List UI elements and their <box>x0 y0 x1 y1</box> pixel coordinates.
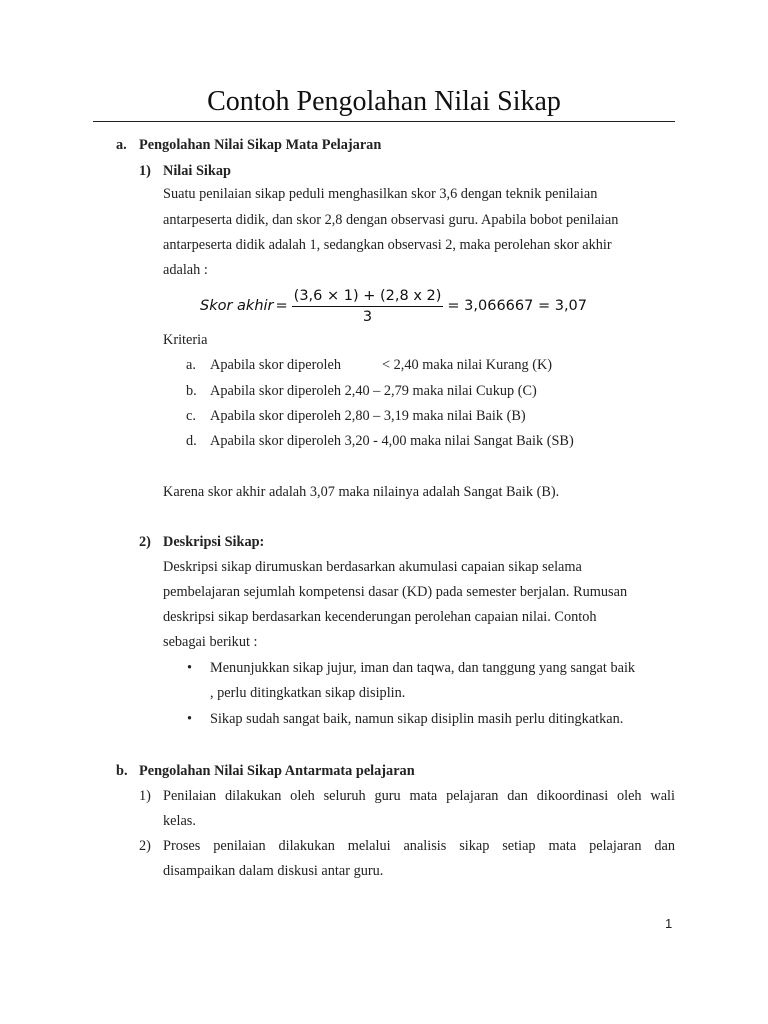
page-number: 1 <box>665 916 673 931</box>
formula-lhs: Skor akhir <box>200 298 274 314</box>
criteria-label: Kriteria <box>163 332 208 348</box>
sub1-heading: Nilai Sikap <box>163 163 231 179</box>
section-a-heading: Pengolahan Nilai Sikap Mata Pelajaran <box>139 137 382 153</box>
criteria-marker: a. <box>186 357 196 373</box>
sub2-paragraph-line: deskripsi sikap berdasarkan kecenderungan perolehan capaian nilai. Contoh <box>163 609 597 625</box>
score-formula <box>200 284 587 328</box>
formula-fraction <box>292 288 444 325</box>
section-b-item-line: Proses penilaian dilakukan melalui analisis sikap setiap mata pelajaran dan <box>163 838 675 854</box>
section-b-item-line: disampaikan dalam diskusi antar guru. <box>163 863 384 879</box>
criteria-item: Apabila skor diperoleh 3,20 - 4,00 maka nilai Sangat Baik (SB) <box>210 433 574 449</box>
sub1-paragraph-line: antarpeserta didik, dan skor 2,8 dengan observasi guru. Apabila bobot penilaian <box>163 212 619 228</box>
section-b-item-marker: 1) <box>139 788 151 804</box>
bullet-dot-icon: • <box>187 711 193 727</box>
conclusion-text: Karena skor akhir adalah 3,07 maka nilainya adalah Sangat Baik (B). <box>163 484 560 500</box>
sub1-paragraph-line: Suatu penilaian sikap peduli menghasilkan skor 3,6 dengan teknik penilaian <box>163 186 598 202</box>
criteria-marker: c. <box>186 408 196 424</box>
title-underline <box>93 121 675 122</box>
criteria-marker: b. <box>186 383 197 399</box>
section-b-item-line: kelas. <box>163 813 196 829</box>
bullet-item-line: , perlu ditingkatkan sikap disiplin. <box>210 685 406 701</box>
page-title: Contoh Pengolahan Nilai Sikap <box>207 86 561 117</box>
section-b-item-line: Penilaian dilakukan oleh seluruh guru mata pelajaran dan dikoordinasi oleh wali <box>163 788 675 804</box>
sub2-marker: 2) <box>139 534 151 550</box>
bullet-item: Sikap sudah sangat baik, namun sikap disiplin masih perlu ditingkatkan. <box>210 711 624 727</box>
sub2-heading: Deskripsi Sikap: <box>163 534 265 550</box>
sub1-marker: 1) <box>139 163 151 179</box>
section-a-marker: a. <box>116 137 127 153</box>
criteria-marker: d. <box>186 433 197 449</box>
sub1-paragraph-line: adalah : <box>163 262 208 278</box>
formula-denominator: 3 <box>362 308 373 325</box>
criteria-item: Apabila skor diperoleh 2,40 – 2,79 maka nilai Cukup (C) <box>210 383 537 399</box>
criteria-range: < 2,40 maka nilai Kurang (K) <box>382 357 553 373</box>
sub1-paragraph-line: antarpeserta didik adalah 1, sedangkan observasi 2, maka perolehan skor akhir <box>163 237 612 253</box>
criteria-item: Apabila skor diperoleh 2,80 – 3,19 maka nilai Baik (B) <box>210 408 526 424</box>
bullet-item-line: Menunjukkan sikap jujur, iman dan taqwa, dan tanggung yang sangat baik <box>210 660 636 676</box>
bullet-dot-icon: • <box>187 660 193 676</box>
criteria-item: Apabila skor diperoleh <box>210 357 342 373</box>
sub2-paragraph-line: sebagai berikut : <box>163 634 258 650</box>
formula-equals: = <box>275 298 288 314</box>
formula-numerator: (3,6 × 1) + (2,8 x 2) <box>293 287 442 304</box>
section-b-marker: b. <box>116 763 128 779</box>
sub2-paragraph-line: pembelajaran sejumlah kompetensi dasar (KD) pada semester berjalan. Rumusan <box>163 584 628 600</box>
section-b-item-marker: 2) <box>139 838 151 854</box>
formula-result: = 3,066667 = 3,07 <box>447 298 588 314</box>
section-b-heading: Pengolahan Nilai Sikap Antarmata pelajaran <box>139 763 415 779</box>
sub2-paragraph-line: Deskripsi sikap dirumuskan berdasarkan akumulasi capaian sikap selama <box>163 559 582 575</box>
